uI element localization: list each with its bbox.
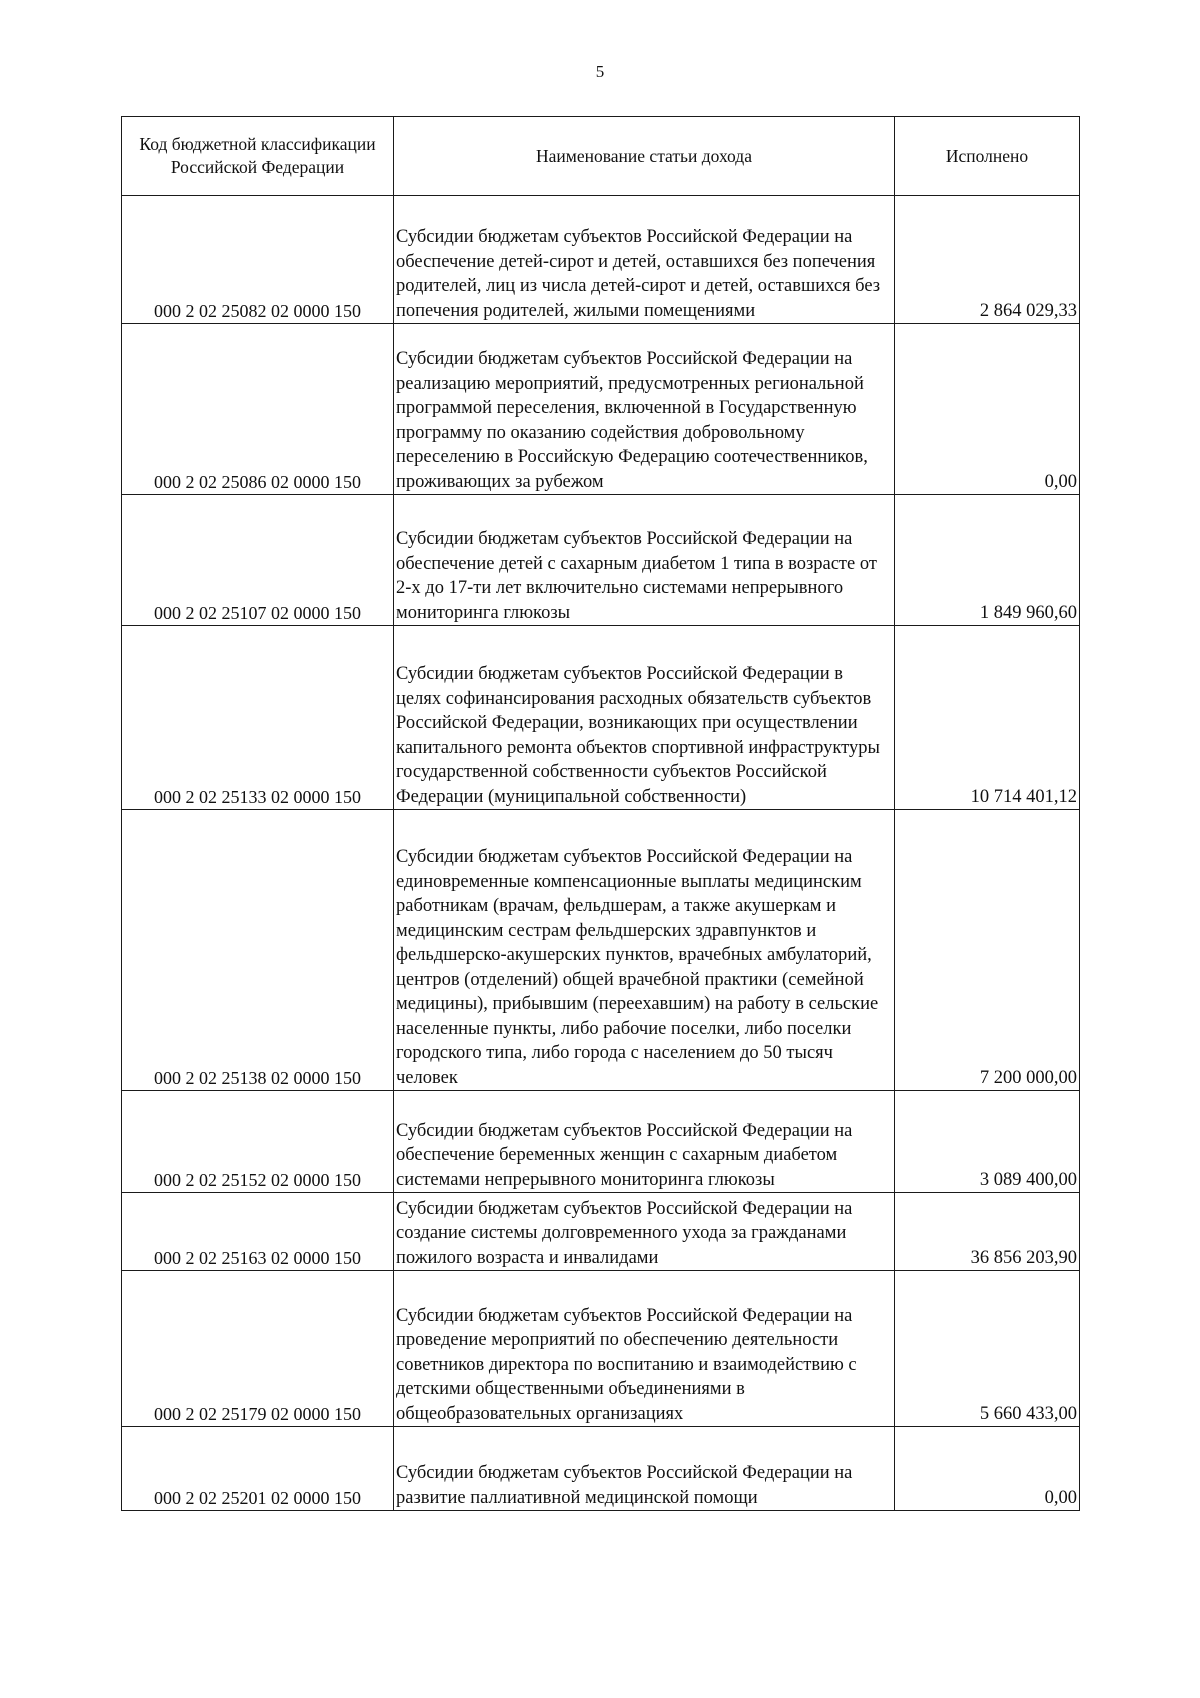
row-name: Субсидии бюджетам субъектов Российской Федерации на единовременные компенсационные выплаты медицинским работникам (врачам, фельдшерам, а также акушеркам и медицинским сестрам фельдшерских здравпунктов и фельдшерско-акушерских пунктов, врачебных амбулаторий, центров (отделений) общей врачебной практики (семейной медицины), прибывшим (переехавшим) на работу в сельские населенные пункты, либо рабочие поселки, либо поселки городского типа, либо города с населением до 50 тысяч человек bbox=[394, 810, 895, 1091]
row-amount: 2 864 029,33 bbox=[895, 196, 1080, 324]
row-amount: 5 660 433,00 bbox=[895, 1271, 1080, 1427]
row-code: 000 2 02 25163 02 0000 150 bbox=[122, 1193, 394, 1271]
row-amount: 36 856 203,90 bbox=[895, 1193, 1080, 1271]
table-row bbox=[122, 810, 1080, 1091]
row-amount: 1 849 960,60 bbox=[895, 495, 1080, 626]
row-code: 000 2 02 25138 02 0000 150 bbox=[122, 810, 394, 1091]
header-name: Наименование статьи дохода bbox=[394, 117, 895, 196]
row-amount: 7 200 000,00 bbox=[895, 810, 1080, 1091]
table-row bbox=[122, 1193, 1080, 1271]
table-row bbox=[122, 1427, 1080, 1511]
row-code: 000 2 02 25179 02 0000 150 bbox=[122, 1271, 394, 1427]
row-amount: 0,00 bbox=[895, 1427, 1080, 1511]
row-code: 000 2 02 25152 02 0000 150 bbox=[122, 1091, 394, 1193]
row-code: 000 2 02 25201 02 0000 150 bbox=[122, 1427, 394, 1511]
row-amount: 10 714 401,12 bbox=[895, 626, 1080, 810]
row-amount: 3 089 400,00 bbox=[895, 1091, 1080, 1193]
table-row bbox=[122, 1271, 1080, 1427]
row-name: Субсидии бюджетам субъектов Российской Федерации на обеспечение детей с сахарным диабетом 1 типа в возрасте от 2-х до 17-ти лет включительно системами непрерывного мониторинга глюкозы bbox=[394, 495, 895, 626]
row-name: Субсидии бюджетам субъектов Российской Федерации на обеспечение беременных женщин с сахарным диабетом системами непрерывного мониторинга глюкозы bbox=[394, 1091, 895, 1193]
page-number: 5 bbox=[595, 62, 605, 81]
table-row bbox=[122, 495, 1080, 626]
header-executed: Исполнено bbox=[895, 117, 1080, 196]
table-row bbox=[122, 1091, 1080, 1193]
row-name: Субсидии бюджетам субъектов Российской Федерации в целях софинансирования расходных обязательств субъектов Российской Федерации, возникающих при осуществлении капитального ремонта объектов спортивной инфраструктуры государственной собственности субъектов Российской Федерации (муниципальной собственности) bbox=[394, 626, 895, 810]
row-code: 000 2 02 25107 02 0000 150 bbox=[122, 495, 394, 626]
row-code: 000 2 02 25086 02 0000 150 bbox=[122, 324, 394, 495]
table-row bbox=[122, 324, 1080, 495]
row-amount: 0,00 bbox=[895, 324, 1080, 495]
row-code: 000 2 02 25082 02 0000 150 bbox=[122, 196, 394, 324]
table-row bbox=[122, 626, 1080, 810]
row-code: 000 2 02 25133 02 0000 150 bbox=[122, 626, 394, 810]
row-name: Субсидии бюджетам субъектов Российской Федерации на создание системы долговременного ухода за гражданами пожилого возраста и инвалидами bbox=[394, 1193, 895, 1271]
row-name: Субсидии бюджетам субъектов Российской Федерации на развитие паллиативной медицинской помощи bbox=[394, 1427, 895, 1511]
row-name: Субсидии бюджетам субъектов Российской Федерации на обеспечение детей-сирот и детей, оставшихся без попечения родителей, лиц из числа детей-сирот и детей, оставшихся без попечения родителей, жилыми помещениями bbox=[394, 196, 895, 324]
table-header-row bbox=[122, 117, 1080, 196]
row-name: Субсидии бюджетам субъектов Российской Федерации на проведение мероприятий по обеспечению деятельности советников директора по воспитанию и взаимодействию с детскими общественными объединениями в общеобразовательных организациях bbox=[394, 1271, 895, 1427]
header-code: Код бюджетной классификации Российской Федерации bbox=[122, 117, 394, 196]
budget-revenue-table bbox=[121, 116, 1080, 1511]
row-name: Субсидии бюджетам субъектов Российской Федерации на реализацию мероприятий, предусмотренных региональной программой переселения, включенной в Государственную программу по оказанию содействия добровольному переселению в Российскую Федерацию соотечественников, проживающих за рубежом bbox=[394, 324, 895, 495]
table-row bbox=[122, 196, 1080, 324]
